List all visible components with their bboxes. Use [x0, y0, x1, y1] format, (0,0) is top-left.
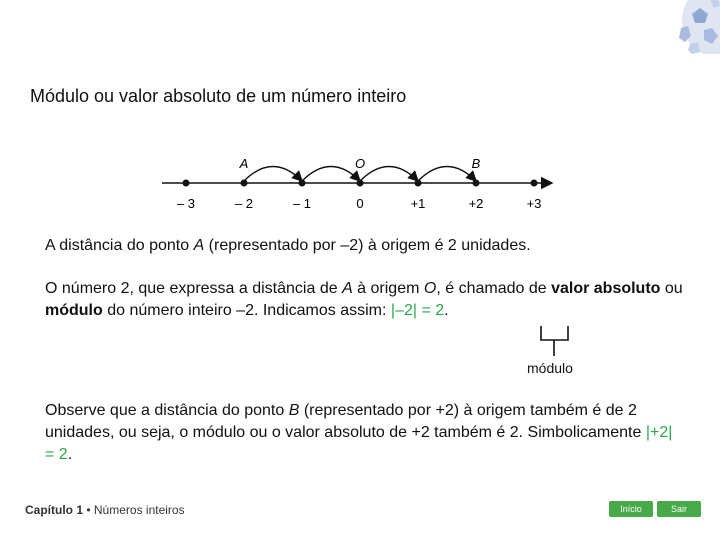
inicio-button[interactable]: Início	[609, 501, 653, 517]
tick-label: – 2	[234, 196, 254, 211]
modulo-label: módulo	[527, 360, 573, 376]
text-run: do número inteiro –2. Indicamos assim:	[102, 302, 391, 319]
text-run: à origem	[352, 280, 424, 297]
text-run-bold: valor absoluto	[551, 280, 661, 297]
text-run-italic: O	[423, 280, 437, 297]
absolute-value-expression: |–2| = 2	[390, 302, 445, 319]
page-title: Módulo ou valor absoluto de um número inteiro	[30, 86, 407, 106]
tick-label: – 1	[292, 196, 312, 211]
paragraph-distance-b	[45, 400, 685, 466]
text-run: Observe que a distância do ponto	[45, 402, 289, 419]
footer-subject: Números inteiros	[93, 503, 185, 517]
footer-separator: •	[83, 503, 94, 517]
label-point-o: O	[354, 156, 366, 171]
text-run-italic: A	[342, 280, 353, 297]
tick-label: +1	[410, 196, 426, 211]
tick-label: +2	[468, 196, 484, 211]
text-run: O número 2, que expressa a distância de	[45, 280, 343, 297]
text-run: .	[444, 302, 449, 319]
tick-label: – 3	[176, 196, 196, 211]
text-run: (representado por +2) à origem também é de 2 unidades, ou seja, o módulo ou o valor absoluto de +2 também é 2. Simbolicamente	[45, 402, 646, 441]
footer-chapter	[25, 503, 185, 517]
label-point-a: A	[239, 156, 249, 171]
absolute-value-expression: |+2| = 2	[45, 424, 673, 463]
text-run: ou	[660, 280, 683, 297]
text-run-italic: B	[288, 402, 300, 419]
sair-button[interactable]: Sair	[657, 501, 701, 517]
tick-label: +3	[526, 196, 542, 211]
label-point-b: B	[471, 156, 481, 171]
text-run: .	[67, 446, 73, 463]
footer-chapter-number: Capítulo 1	[25, 503, 84, 517]
text-run: A distância do ponto	[45, 237, 194, 254]
text-run-italic: A	[193, 237, 205, 254]
text-run-bold: módulo	[45, 302, 103, 319]
text-run: , é chamado de	[436, 280, 552, 297]
text-run: (representado por –2) à origem é 2 unidades.	[204, 237, 531, 254]
tick-label: 0	[356, 196, 364, 211]
